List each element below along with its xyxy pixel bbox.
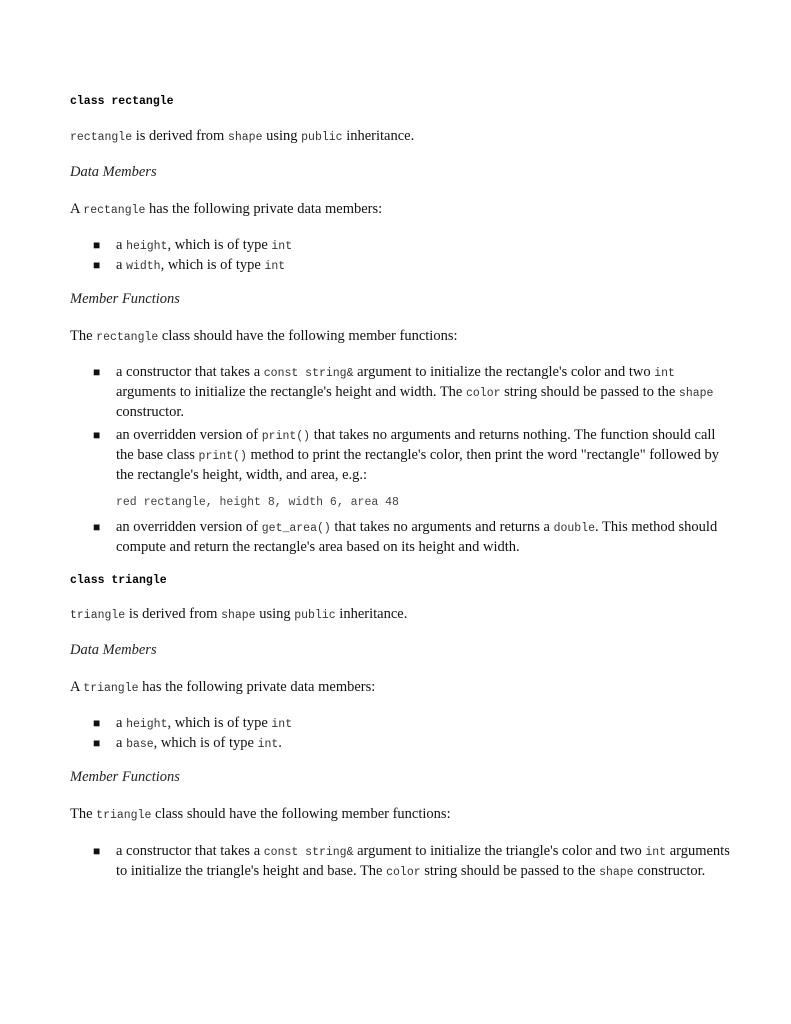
list-item: ■ a constructor that takes a const string& argument to initialize the rectangle's color and two int arguments to initialize the rectangle's height and width. The color string should be passed to the shape constructor. — [93, 364, 714, 420]
triangle-member-functions-intro: The triangle class should have the following member functions: — [70, 806, 451, 822]
list-item: ■ an overridden version of get_area() that takes no arguments and returns a double. This method should compute and return the rectangle's area based on its height and width. — [93, 519, 718, 555]
list-item: ■ a base, which is of type int. — [93, 735, 282, 751]
triangle-member-functions-list — [70, 842, 730, 882]
triangle-class-heading: class triangle — [70, 574, 167, 587]
rectangle-intro: rectangle is derived from shape using public inheritance. — [70, 128, 415, 144]
triangle-intro: triangle is derived from shape using public inheritance. — [70, 606, 408, 622]
triangle-data-members-list — [70, 714, 730, 754]
triangle-member-functions-heading: Member Functions — [70, 769, 180, 785]
list-item: ■ a height, which is of type int — [93, 715, 293, 731]
list-item: ■ a width, which is of type int — [93, 257, 286, 273]
list-item: ■ a height, which is of type int — [93, 237, 293, 253]
rectangle-member-functions-intro: The rectangle class should have the following member functions: — [70, 328, 458, 344]
rectangle-get-area-item-list — [70, 518, 730, 557]
rectangle-data-members-heading: Data Members — [70, 164, 157, 180]
rectangle-member-functions-list — [70, 363, 730, 422]
rectangle-data-members-list — [70, 236, 730, 276]
list-item: ■ an overridden version of print() that takes no arguments and returns nothing. The function should call the base class print() method to print the rectangle's color, then print the word "rectangle" followed by the rectangle's height, width, and area, e.g.: — [93, 427, 719, 483]
list-item: ■ a constructor that takes a const string& argument to initialize the triangle's color and two int arguments to initialize the triangle's height and base. The color string should be passed to the shape constructor. — [93, 843, 730, 879]
triangle-data-members-heading: Data Members — [70, 642, 157, 658]
rectangle-example-output: red rectangle, height 8, width 6, area 48 — [116, 496, 399, 509]
rectangle-class-heading: class rectangle — [70, 95, 174, 108]
rectangle-print-item-list — [70, 426, 730, 485]
rectangle-data-members-intro: A rectangle has the following private data members: — [70, 201, 383, 217]
triangle-data-members-intro: A triangle has the following private data members: — [70, 679, 376, 695]
rectangle-member-functions-heading: Member Functions — [70, 291, 180, 307]
